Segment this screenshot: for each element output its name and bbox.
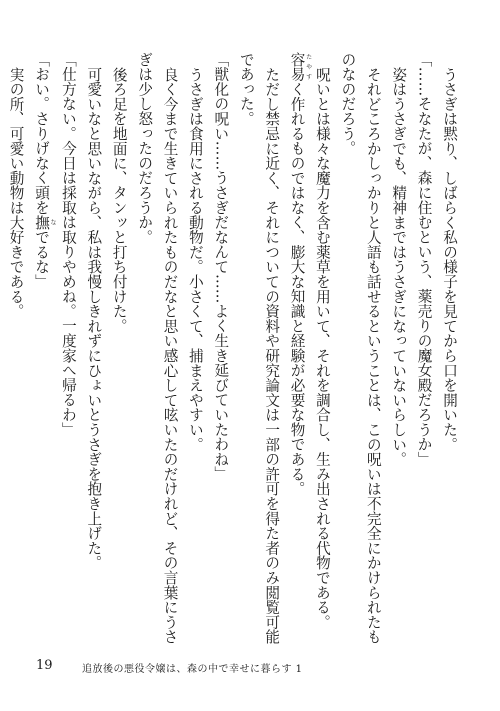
dialogue-line: 「獣化の呪い……うさぎだなんて……よく生き延びていたわね」 [212, 52, 230, 482]
paragraph: それどころかしっかりと人語も話せるということは、この呪いは不完全にかけられたものなのだろう。 [339, 52, 382, 644]
furigana: 容易 たやす [288, 52, 312, 82]
paragraph: 良く今まで生きていられたものだなと思い感心して呟いたのだけれど、その言葉にうさぎは少し怒ったのだろうか。 [136, 52, 179, 644]
paragraph: 実の所、可愛い動物は大好きである。 [7, 66, 25, 319]
body-text [7, 52, 462, 652]
running-head: 追放後の悪役令嬢は、森の中で幸せに暮らす 1 [82, 664, 303, 675]
paragraph: 姿はうさぎでも、精神まではうさぎになっていないらしい。 [390, 66, 408, 467]
dialogue-line: 「おい。さりげなく頭を撫 なでるな」 [33, 52, 56, 289]
paragraph: うさぎは食用にされる動物だ。小さくて、捕まえやすい。 [186, 66, 204, 452]
furigana: 撫 な [33, 214, 56, 230]
dialogue-line: 「……そなたが、森に住むという、薬売りの魔女殿だろうか」 [415, 52, 433, 467]
dialogue-line: 「仕方ない。今日は採取は取りやめね。一度家へ帰るわ」 [59, 52, 77, 437]
paragraph: 後ろ足を地面に、タンッと打ち付けた。 [110, 66, 128, 333]
page-number: 19 [36, 658, 53, 673]
paragraph: ただし禁忌に近く、それについての資料や研究論文は一部の許可を得た者のみ閲覧可能であった。 [237, 52, 281, 644]
paragraph: 可愛いなと思いながら、私は我慢しきれずにひょいとうさぎを抱き上げた。 [85, 66, 103, 570]
paragraph: 呪いとは様々な魔力を含む薬草を用いて、それを調合し、生み出される代物である。容易 たやすく作れるものではなく、膨大な知識と経験が必要な物である。 [288, 52, 331, 629]
paragraph: うさぎは黙り、しばらく私の様子を見てから口を開いた。 [441, 66, 458, 452]
